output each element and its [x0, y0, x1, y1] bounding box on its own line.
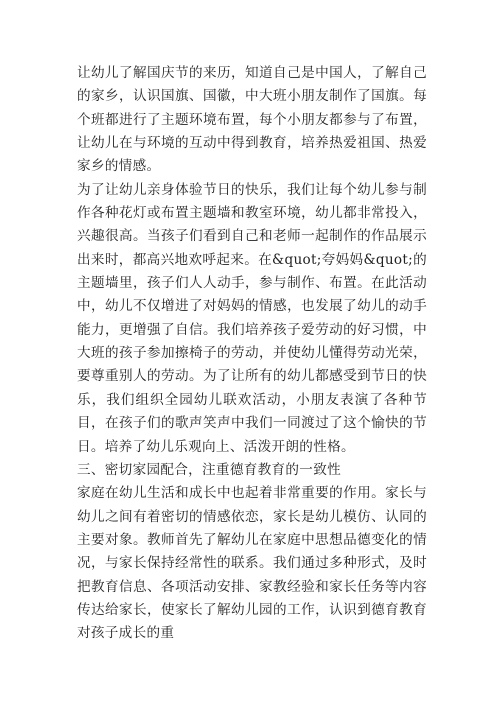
paragraph-family-role: 家庭在幼儿生活和成长中也起着非常重要的作用。家长与幼儿之间有着密切的情感依恋，家长是幼儿模仿、认同的主要对象。教师首先了解幼儿在家庭中思想品德变化的情况，与家长保持经常性的联系。我们通过多种形式，及时把教育信息、各项活动安排、家教经验和家长任务等内容传达给家长，使家长了解幼儿园的工作，认识到德育教育对孩子成长的重 — [77, 485, 427, 642]
section-heading-home-school: 三、密切家园配合，注重德育教育的一致性 — [77, 461, 341, 478]
paragraph-festival-activities: 为了让幼儿亲身体验节日的快乐，我们让每个幼儿参与制作各种花灯或布置主题墙和教室环境，幼儿都非常投入，兴趣很高。当孩子们看到自己和老师一起制作的作品展示出来时，都高兴地欢呼起来。在&quot;夸妈妈&quot;的主题墙里，孩子们人人动手，参与制作、布置。在此活动中，幼儿不仅增进了对妈妈的情感，也发展了幼儿的动手能力，更增强了自信。我们培养孩子爱劳动的好习惯，中大班的孩子参加擦椅子的劳动，并使幼儿懂得劳动光荣，要尊重别人的劳动。为了让所有的幼儿都感受到节日的快乐，我们组织全园幼儿联欢活动，小朋友表演了各种节目，在孩子们的歌声笑声中我们一同渡过了这个愉快的节日。培养了幼儿乐观向上、活泼开朗的性格。 — [77, 181, 427, 455]
paragraph-national-day: 让幼儿了解国庆节的来历，知道自己是中国人，了解自己的家乡，认识国旗、国徽，中大班小朋友制作了国旗。每个班都进行了主题环境布置，每个小朋友都参与了布置，让幼儿在与环境的互动中得到教育，培养热爱祖国、热爱家乡的情感。 — [77, 65, 427, 175]
document-body — [77, 62, 427, 646]
